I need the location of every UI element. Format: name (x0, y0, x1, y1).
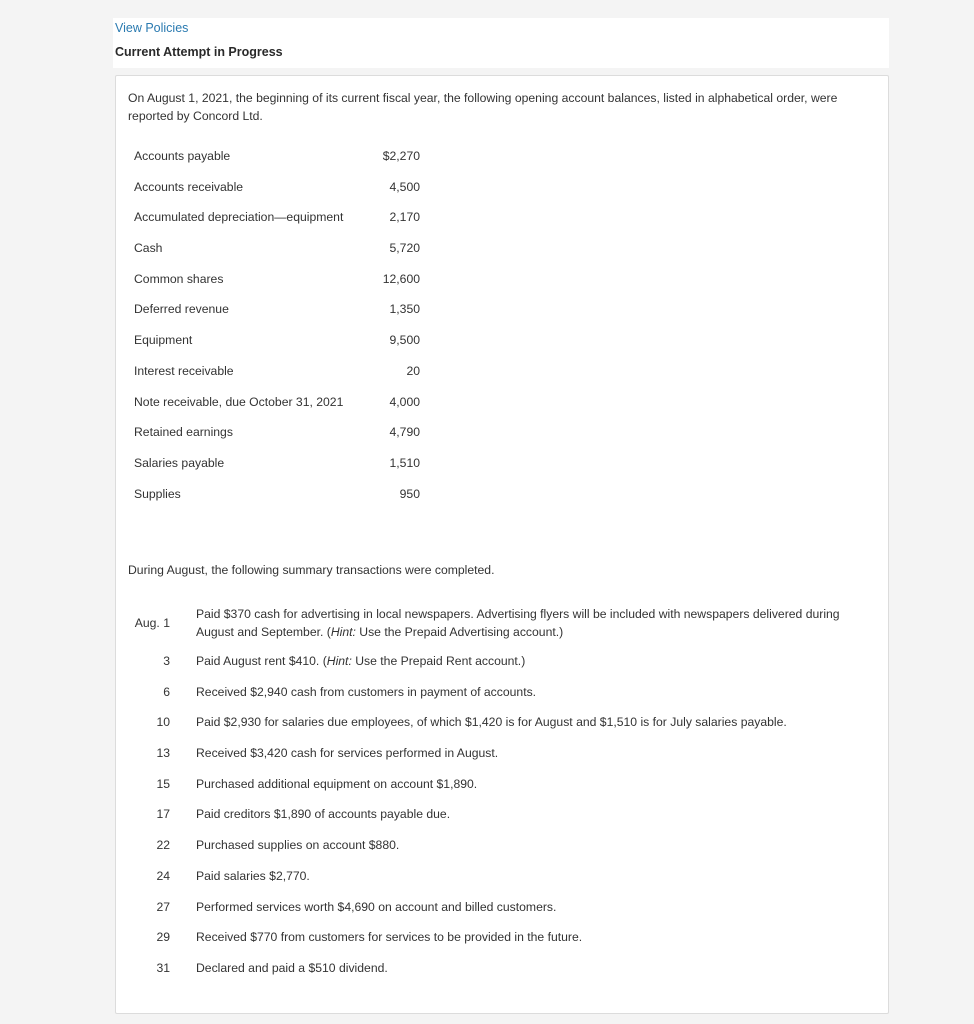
transaction-description (196, 867, 856, 885)
transaction-description (196, 928, 856, 946)
transaction-row (128, 713, 873, 744)
balance-amount: 2,170 (389, 210, 420, 225)
transaction-text: Received $2,940 cash from customers in payment of accounts. (196, 684, 537, 699)
balance-amount: 4,000 (389, 394, 420, 409)
transaction-description (196, 713, 856, 731)
transaction-date: 29 (156, 930, 170, 945)
transaction-row (128, 836, 873, 867)
balance-row (134, 146, 434, 177)
transaction-text: Paid $370 cash for advertising in local newspapers. Advertising flyers will be included with newspapers delivered during August and September. ( (196, 607, 840, 639)
transaction-text: Received $770 from customers for services to be provided in the future. (196, 930, 583, 945)
transaction-row (128, 867, 873, 898)
transaction-row (128, 959, 873, 990)
transaction-row (128, 928, 873, 959)
balance-row (134, 330, 434, 361)
balance-account-name: Retained earnings (134, 425, 233, 440)
transaction-row (128, 744, 873, 775)
transaction-date: 31 (156, 960, 170, 975)
transaction-text: Declared and paid a $510 dividend. (196, 960, 388, 975)
transaction-description (196, 805, 856, 823)
balance-amount: 20 (406, 363, 420, 378)
attempt-status-title: Current Attempt in Progress (115, 45, 283, 59)
balance-amount: 1,350 (389, 302, 420, 317)
transaction-description (196, 775, 856, 793)
balance-row (134, 361, 434, 392)
balance-amount: 950 (399, 486, 420, 501)
transaction-description (196, 898, 856, 916)
transaction-text: Paid salaries $2,770. (196, 868, 310, 883)
transaction-hint-text: Use the Prepaid Rent account.) (351, 654, 526, 668)
transaction-hint-text: Use the Prepaid Advertising account.) (355, 625, 564, 639)
transaction-description (196, 683, 856, 701)
transaction-row (128, 898, 873, 929)
balance-account-name: Common shares (134, 271, 224, 286)
transaction-text: Performed services worth $4,690 on account and billed customers. (196, 899, 557, 914)
balance-amount: 4,790 (389, 425, 420, 440)
balance-row (134, 269, 434, 300)
balance-row (134, 299, 434, 330)
balance-amount: 5,720 (389, 241, 420, 256)
balance-row (134, 392, 434, 423)
transaction-description (196, 836, 856, 854)
balance-account-name: Cash (134, 241, 163, 256)
balance-account-name: Supplies (134, 486, 181, 501)
balance-account-name: Deferred revenue (134, 302, 229, 317)
view-policies-link[interactable]: View Policies (115, 21, 189, 35)
transaction-date: 10 (156, 715, 170, 730)
balance-account-name: Accounts payable (134, 149, 231, 163)
transaction-date: 3 (163, 654, 170, 668)
balance-amount: 9,500 (389, 333, 420, 348)
balance-amount: 12,600 (382, 271, 420, 286)
transactions-list (128, 603, 873, 990)
transaction-date: 24 (156, 868, 170, 883)
transaction-date: 27 (156, 899, 170, 914)
transaction-hint-label: Hint: (330, 625, 356, 639)
transaction-date: 17 (156, 807, 170, 822)
transaction-text: Paid $2,930 for salaries due employees, of which $1,420 is for August and $1,510 is for July salaries payable. (196, 715, 787, 730)
problem-card (115, 75, 889, 1014)
transaction-description (196, 959, 856, 977)
transaction-text: Purchased supplies on account $880. (196, 838, 400, 853)
transaction-text: Received $3,420 cash for services performed in August. (196, 746, 499, 761)
transaction-row (128, 652, 873, 683)
balance-account-name: Accumulated depreciation—equipment (134, 210, 344, 225)
balance-row (134, 238, 434, 269)
transaction-description (196, 744, 856, 762)
transaction-date: Aug. 1 (134, 616, 170, 630)
balance-account-name: Salaries payable (134, 455, 225, 470)
transaction-row (128, 683, 873, 714)
transaction-text: Purchased additional equipment on account $1,890. (196, 776, 478, 791)
transaction-text: Paid August rent $410. ( (196, 654, 327, 668)
header-strip (113, 18, 889, 68)
balance-amount: 4,500 (389, 179, 420, 194)
balance-amount: $2,270 (382, 149, 420, 163)
transaction-date: 13 (156, 746, 170, 761)
transaction-date: 6 (163, 684, 170, 699)
balance-row (134, 207, 434, 238)
balance-account-name: Note receivable, due October 31, 2021 (134, 394, 344, 409)
balance-row (134, 453, 434, 484)
transaction-row (128, 603, 873, 652)
transactions-intro: During August, the following summary transactions were completed. (128, 563, 495, 577)
balance-account-name: Accounts receivable (134, 179, 244, 194)
balance-account-name: Interest receivable (134, 363, 234, 378)
transaction-text: Paid creditors $1,890 of accounts payable due. (196, 807, 451, 822)
balance-account-name: Equipment (134, 333, 193, 348)
balance-amount: 1,510 (389, 455, 420, 470)
transaction-row (128, 775, 873, 806)
transaction-hint-label: Hint: (326, 654, 352, 668)
balance-row (134, 422, 434, 453)
balance-row (134, 484, 434, 515)
transaction-date: 15 (156, 776, 170, 791)
problem-intro: On August 1, 2021, the beginning of its current fiscal year, the following opening account balances, listed in alphabetical order, were reported by Concord Ltd. (128, 91, 838, 123)
transaction-description (196, 605, 856, 641)
opening-balances-table (134, 146, 434, 514)
transaction-description (196, 652, 856, 670)
transaction-date: 22 (156, 838, 170, 853)
balance-row (134, 177, 434, 208)
transaction-row (128, 805, 873, 836)
